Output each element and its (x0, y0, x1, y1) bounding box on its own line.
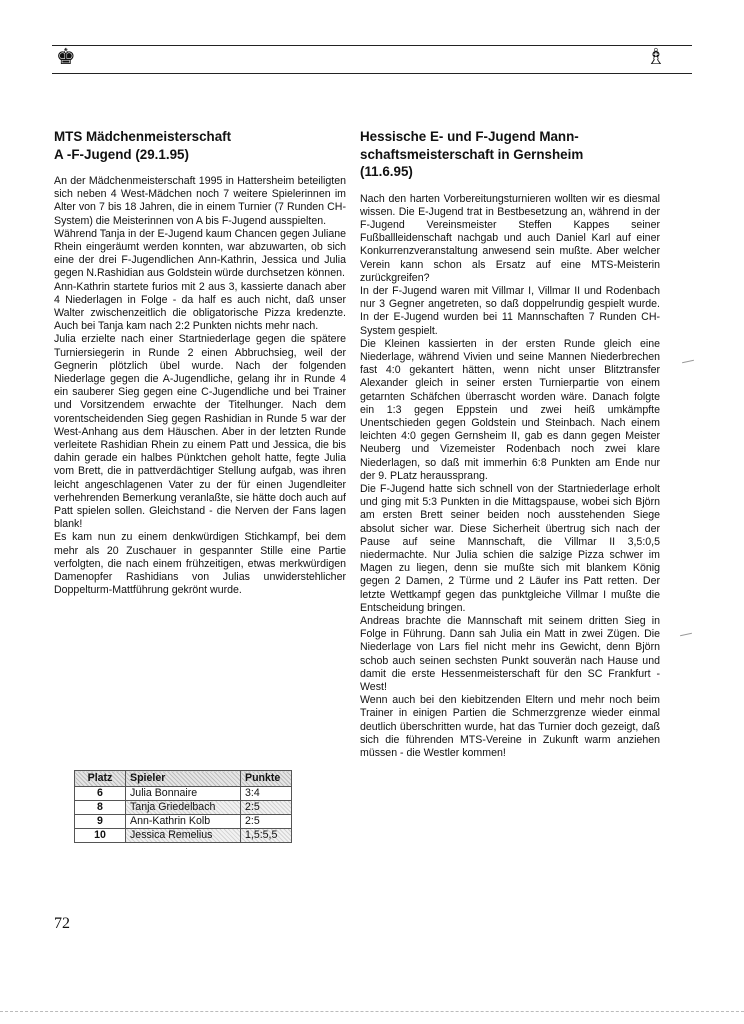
right-paragraph: Die F-Jugend hatte sich schnell von der Startniederlage erholt und ging mit 5:3 Punkten in die Mittagspause, wobei sich Björn am ersten Brett seiner beiden noch ausstehenden Siege absolut sicher war. Diese Sicherheit übertrug sich nach der Pause auf seine Mannschaft, die Villmar II 3,5:0,5 niedermachte. Nur Julia schien die salzige Pizza schwer im Magen zu liegen, denn sie mußte sich mit blankem König gegen 2 Damen, 2 Türme und 2 Läufer ins Patt retten. Der letzte Wettkampf gegen das punktgleiche Villmar I mußte die Entscheidung bringen. (360, 482, 660, 614)
right-paragraph: Die Kleinen kassierten in der ersten Runde gleich eine Niederlage, während Vivien und seine Mannen Niederbrechen fast 4:0 gekantert hätten, wenn nicht unser Blitztransfer Alexander gleich in seiner ersten Turnierpartie von einem getarnten Schäfchen überrascht worden wäre. Danach folgte ein 1:3 gegen Eppstein und zwei heiß umkämpfte Unentschieden gegen Goldstein und Steinbach. Nach einem leichten 4:0 gegen Gernsheim II, gab es dann gegen Meister Neuberg und Vizemeister Rodenbach noch zwei klare Niederlagen, so daß mit immerhin 6:8 Punkten am Ende nur der 9. PLatz heraussprang. (360, 337, 660, 482)
left-article-title (54, 128, 346, 163)
rank-cell: 8 (75, 801, 126, 815)
points-cell: 1,5:5,5 (241, 829, 292, 843)
player-cell: Ann-Kathrin Kolb (126, 815, 241, 829)
right-title-line-1: Hessische E- und F-Jugend Mann- (360, 129, 579, 144)
table-header-row (75, 771, 292, 787)
points-cell: 2:5 (241, 801, 292, 815)
table-row (75, 829, 292, 843)
right-article-title (360, 128, 660, 181)
player-cell: Tanja Griedelbach (126, 801, 241, 815)
header-spieler: Spieler (126, 771, 241, 787)
margin-mark (682, 360, 694, 363)
player-cell: Julia Bonnaire (126, 787, 241, 801)
right-paragraph: Nach den harten Vorbereitungsturnieren wollten wir es diesmal wissen. Die E-Jugend trat in Bestbesetzung an, während in der F-Jugend Vereinsmeister Steffen Kappes seiner Fußballleidenschaft nachgab und auch Daniel Karl auf einer Konkurrenzveranstaltung anwesend sein mußte. Aber welcher Verein kann schon als Ersatz auf eine MTS-Meisterin zurückgreifen? (360, 192, 660, 284)
points-cell: 2:5 (241, 815, 292, 829)
right-title-line-2: schaftsmeisterschaft in Gernsheim (360, 146, 584, 162)
right-paragraph: Wenn auch bei den kiebitzenden Eltern und mehr noch beim Trainer in einigen Partien die Schmerzgrenze wieder einmal deutlich überschritten wurde, hat das Turnier doch gezeigt, daß sich die führenden MTS-Vereine in Zukunft warm anziehen müssen - die Westler kommen! (360, 694, 660, 760)
points-cell: 3:4 (241, 787, 292, 801)
table-row (75, 815, 292, 829)
left-paragraph: Ann-Kathrin startete furios mit 2 aus 3, kassierte danach aber 4 Niederlagen in Folge - da half es auch nicht, daß unser Walter zwischenzeitlich die obligatorische Pizza kredenzte. Auch bei Tanja kam nach 2:2 Punkten nichts mehr nach. (54, 280, 346, 333)
right-title-line-3: (11.6.95) (360, 164, 413, 179)
player-cell: Jessica Remelius (126, 829, 241, 843)
rank-cell: 6 (75, 787, 126, 801)
left-paragraph: Es kam nun zu einem denkwürdigen Stichkampf, bei dem mehr als 20 Zuschauer in gespannter Stille eine Partie verfolgten, die nach einem frühzeitigen, etwas merkwürdigen Damenopfer Rashidians von Julias unwiderstehlicher Doppelturm-Mattführung gekrönt wurde. (54, 531, 346, 597)
right-paragraph: In der F-Jugend waren mit Villmar I, Villmar II und Rodenbach nur 3 Gegner angetreten, so daß doppelrundig gespielt wurde. In der E-Jugend wurden bei 11 Mannschaften 7 Runden CH-System gespielt. (360, 284, 660, 337)
left-paragraph: Während Tanja in der E-Jugend kaum Chancen gegen Juliane Rhein eingeräumt werden konnten, war abzuwarten, ob sich eine der drei F-Jugendlichen Ann-Kathrin, Jessica und Julia gegen N.Rashidian aus Goldstein würde durchsetzen können. (54, 227, 346, 280)
table-row (75, 787, 292, 801)
left-paragraph: Julia erzielte nach einer Startniederlage gegen die spätere Turniersiegerin in Runde 2 einen Abbruchsieg, weil der Gegnerin plötzlich übel wurde. Nach der folgenden Niederlage gegen die A-Jugendliche, gelang ihr in Runde 4 ein sauberer Sieg gegen eine C-Jugendliche und bei Trainer und Vorsitzendem erwachte der Titelhunger. Nach dem vorentscheidenden Sieg gegen Rashidian in Runde 5 war der West-Anhang aus dem Häuschen. Aber in der letzten Runde verleitete Rashidian Rhein zu einem Patt und Jessica, die bis dahin gerade ein halbes Pünktchen geholt hatte, fegte Julia vom Brett, die in pattverdächtiger Stellung aufgab, was ihren leicht angeschlagenen Vater zu der für einen Jugendleiter verhehrenden Bemerkung veranlaßte, sie hätte doch auch auf Patt spielen sollen. Gleichstand - die Nerven der Fans lagen blank! (54, 333, 346, 531)
header-rule-bottom (52, 73, 692, 74)
header-rule-top (52, 45, 692, 46)
table-row (75, 801, 292, 815)
left-title-line-1: MTS Mädchenmeisterschaft (54, 129, 232, 144)
rank-cell: 9 (75, 815, 126, 829)
results-table (74, 770, 292, 843)
rank-cell: 10 (75, 829, 126, 843)
margin-mark (680, 633, 692, 636)
scan-edge (0, 1011, 744, 1012)
header-punkte: Punkte (241, 771, 292, 787)
king-icon: ♚ (56, 45, 76, 70)
left-title-line-2: A -F-Jugend (29.1.95) (54, 146, 189, 162)
bishop-icon: ♗ (646, 45, 666, 70)
header-platz: Platz (75, 771, 126, 787)
left-column (54, 128, 346, 598)
right-column (360, 128, 660, 760)
page-number: 72 (54, 915, 70, 932)
right-paragraph: Andreas brachte die Mannschaft mit seinem dritten Sieg in Folge in Führung. Dann sah Julia ein Matt in zwei Zügen. Die Niederlage von Lars fiel nicht mehr ins Gewicht, denn Björn schob auch seinen sechsten Punkt souverän nach Hause und damit die erste Hessenmeisterschaft für den SC Frankfurt -West! (360, 615, 660, 694)
left-paragraph: An der Mädchenmeisterschaft 1995 in Hattersheim beteiligten sich neben 4 West-Mädchen noch 7 weitere Spielerinnen im Alter von 7 bis 18 Jahren, die in einem Turnier (7 Runden CH-System) die Meisterinnen von A bis F-Jugend ausspielten. (54, 175, 346, 227)
